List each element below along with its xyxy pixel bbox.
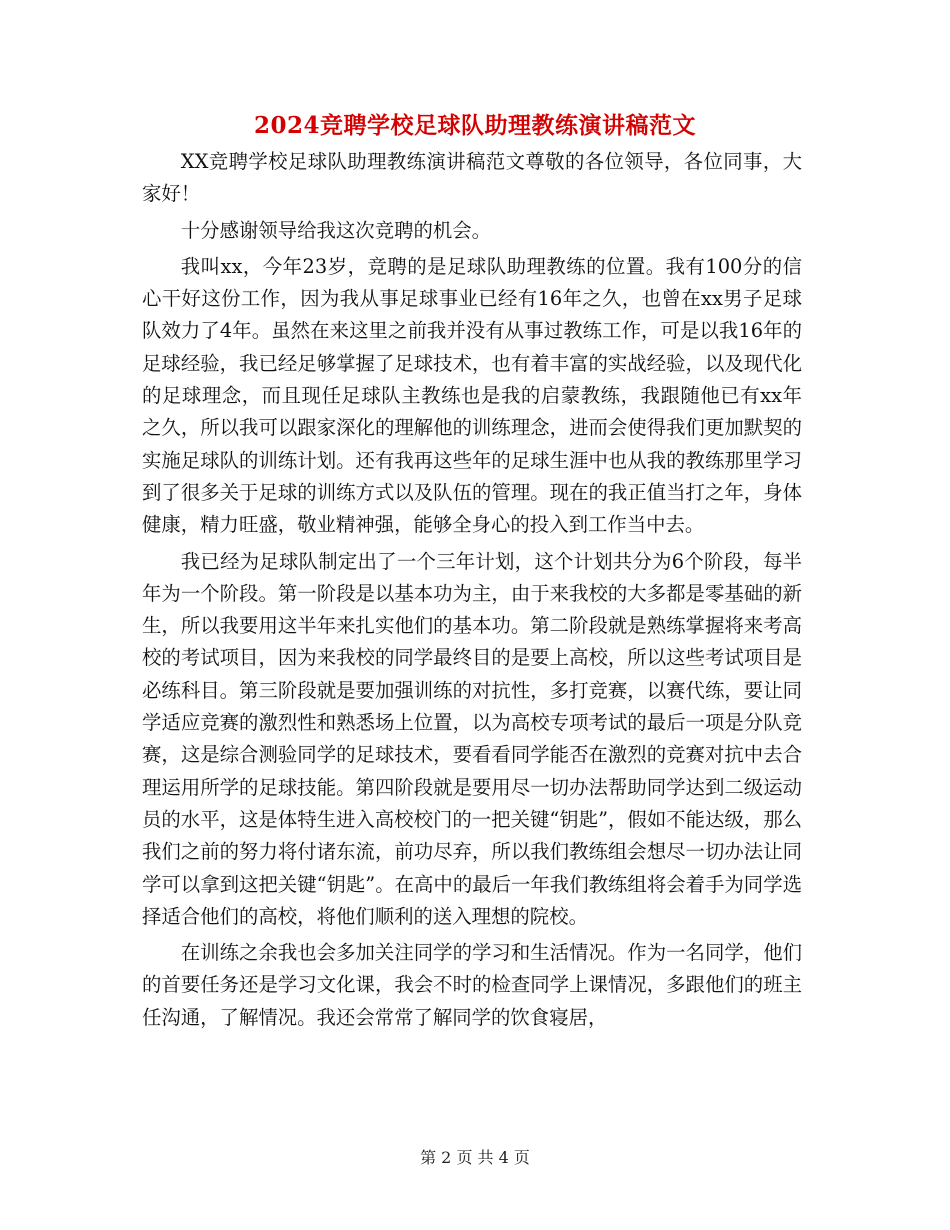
page-footer (0, 1146, 950, 1170)
paragraph-greeting: XX竞聘学校足球队助理教练演讲稿范文尊敬的各位领导，各位同事，大家好！ (142, 150, 802, 206)
paragraph-student-care: 在训练之余我也会多加关注同学的学习和生活情况。作为一名同学，他们的首要任务还是学习文化课，我会不时的检查同学上课情况，多跟他们的班主任沟通，了解情况。我还会常常了解同学的饮食寝居， (142, 941, 802, 1029)
paragraph-introduction: 我叫xx，今年23岁，竞聘的是足球队助理教练的位置。我有100分的信心干好这份工作，因为我从事足球事业已经有16年之久，也曾在xx男子足球队效力了4年。虽然在来这里之前我并没有从事过教练工作，可是以我16年的足球经验，我已经足够掌握了足球技术，也有着丰富的实战经验，以及现代化的足球理念，而且现任足球队主教练也是我的启蒙教练，我跟随他已有xx年之久，所以我可以跟家深化的理解他的训练理念，进而会使得我们更加默契的实施足球队的训练计划。还有我再这些年的足球生涯中也从我的教练那里学习到了很多关于足球的训练方式以及队伍的管理。现在的我正值当打之年，身体健康，精力旺盛，敬业精神强，能够全身心的投入到工作当中去。 (142, 254, 802, 537)
paragraph-thanks: 十分感谢领导给我这次竞聘的机会。 (180, 218, 492, 242)
document-body (142, 146, 802, 1038)
document-title: 2024竞聘学校足球队助理教练演讲稿范文 (253, 112, 696, 139)
page-number-label: 第 2 页 共 4 页 (420, 1148, 530, 1167)
paragraph-three-year-plan: 我已经为足球队制定出了一个三年计划，这个计划共分为6个阶段，每半年为一个阶段。第一阶段是以基本功为主，由于来我校的大多都是零基础的新生，所以我要用这半年来扎实他们的基本功。第二阶段就是熟练掌握将来考高校的考试项目，因为来我校的同学最终目的是要上高校，所以这些考试项目是必练科目。第三阶段就是要加强训练的对抗性，多打竞赛，以赛代练，要让同学适应竞赛的激烈性和熟悉场上位置，以为高校专项考试的最后一项是分队竞赛，这是综合测验同学的足球技术，要看看同学能否在激烈的竞赛对抗中去合理运用所学的足球技能。第四阶段就是要用尽一切办法帮助同学达到二级运动员的水平，这是体特生进入高校校门的一把关键“钥匙”，假如不能达级，那么我们之前的努力将付诸东流，前功尽弃，所以我们教练组会想尽一切办法让同学可以拿到这把关键“钥匙”。在高中的最后一年我们教练组将会着手为同学选择适合他们的高校，将他们顺利的送入理想的院校。 (142, 549, 802, 928)
